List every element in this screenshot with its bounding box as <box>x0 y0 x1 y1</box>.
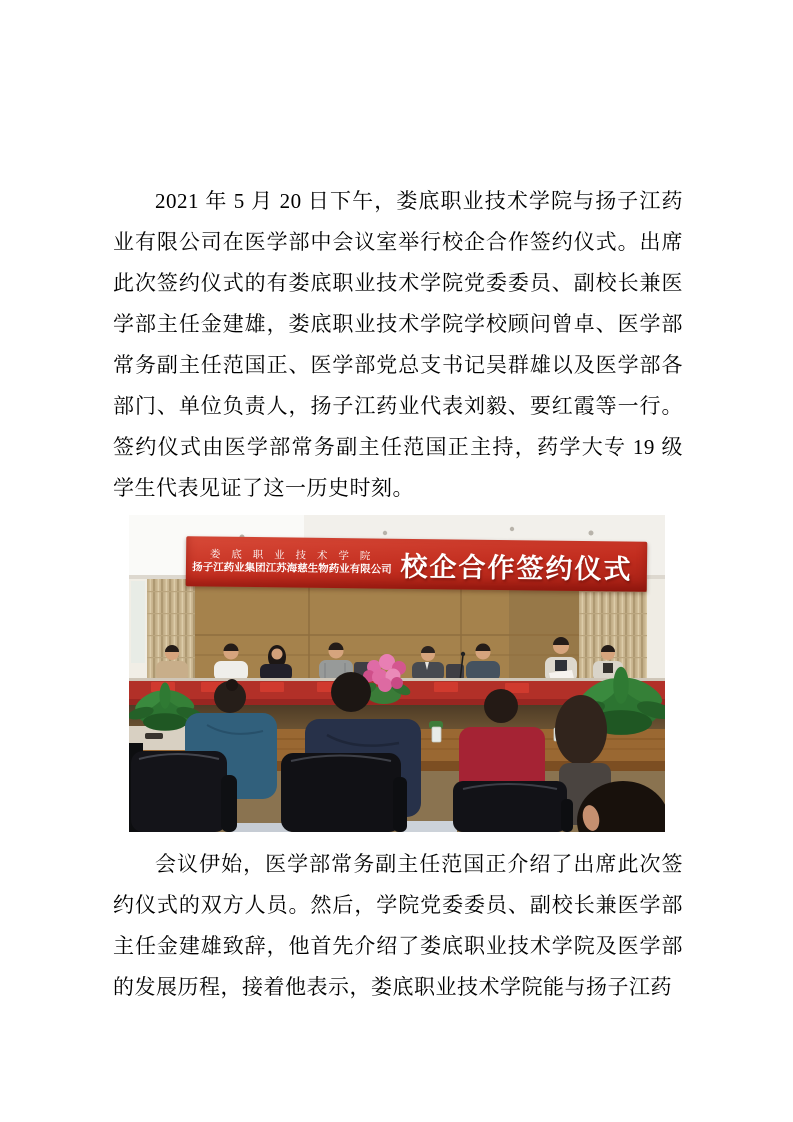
ceiling-light <box>383 531 387 535</box>
banner-company-name: 扬子江药业集团江苏海慈生物药业有限公司 <box>192 561 392 576</box>
floor-strip <box>229 823 291 832</box>
ceremony-photo <box>129 515 665 832</box>
ceiling-light <box>510 527 514 531</box>
paragraph-2: 会议伊始，医学部常务副主任范国正介绍了出席此次签约仪式的双方人员。然后，学院党委委员、副校长兼医学部主任金建雄致辞，他首先介绍了娄底职业技术学院及医学部的发展历程，接着他表示，娄底职业技术学院能与扬子江药 <box>113 852 683 999</box>
chair <box>281 753 407 832</box>
banner-title: 校企合作签约仪式 <box>400 551 633 585</box>
banner-school-name: 娄 底 职 业 技 术 学 院 <box>209 548 375 563</box>
paragraph-1: 2021 年 5 月 20 日下午，娄底职业技术学院与扬子江药业有限公司在医学部中会议室举行校企合作签约仪式。出席此次签约仪式的有娄底职业技术学院党委委员、副校长兼医学部主任金建雄，娄底职业技术学院学校顾问曾卓、医学部常务副主任范国正、医学部党总支书记吴群雄以及医学部各部门、单位负责人，扬子江药业代表刘毅、要红霞等一行。签约仪式由医学部常务副主任范国正主持，药学大专 19 级学生代表见证了这一历史时刻。 <box>113 189 683 500</box>
chair <box>131 751 237 832</box>
ceiling-light <box>589 531 594 536</box>
side-table-item <box>145 733 163 739</box>
banner-organizations <box>192 548 392 577</box>
ceremony-banner <box>186 536 648 592</box>
chair <box>453 781 573 832</box>
floor-strip <box>401 821 457 832</box>
